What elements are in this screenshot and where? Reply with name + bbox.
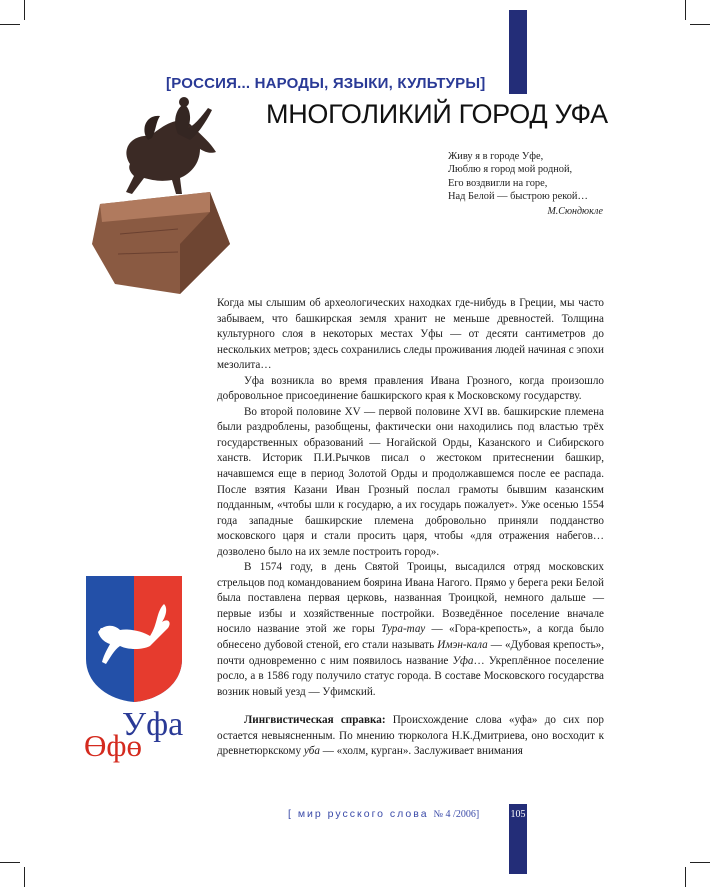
crop-mark [690,862,710,863]
crop-mark [690,24,710,25]
crop-mark [0,24,20,25]
article-body [217,296,604,760]
paragraph: Уфа возникла во время правления Ивана Грозного, когда произошло добровольное присоединение башкирского края к Московскому государству. [217,374,604,403]
crop-mark [685,867,686,887]
crop-mark [24,0,25,20]
issue-number: № 4 /2006] [433,809,480,820]
poem-line: Его воздвигли на горе, [448,177,548,189]
crop-mark [685,0,686,20]
article-title: МНОГОЛИКИЙ ГОРОД УФА [266,99,608,129]
section-heading: [РОССИЯ... НАРОДЫ, ЯЗЫКИ, КУЛЬТУРЫ] [166,75,486,92]
city-name-russian: Уфа [122,706,184,743]
crop-mark [0,862,20,863]
crop-mark [24,867,25,887]
coat-of-arms-image [84,574,184,704]
magazine-name: [ мир русского слова [288,808,429,820]
poem-line: Над Белой — быстрою рекой… [448,191,588,203]
poem-author: М.Сюндюкле [547,206,603,217]
linguistic-note: Лингвистическая справка: Происхождение слова «уфа» до сих пор остается невыясненным. По мнению тюрколога Н.К.Дмитриева, оно восходит к древнетюркскому уба — «холм, курган». Заслуживает внимания [217,714,604,758]
city-name-bashkir: Өфө [84,728,142,763]
monument-image [60,94,280,294]
paragraph: Когда мы слышим об археологических находках где-нибудь в Греции, мы часто забываем, что башкирская земля хранит не меньше древностей. Толщина культурного слоя в некоторых местах Уфы — от десяти сантиметров до нескольких метров; здесь сохранились следы проживания людей начиная с эпохи мезолита… [217,297,604,372]
epigraph-poem [448,150,588,204]
accent-bar-top [509,10,527,94]
paragraph: В 1574 году, в день Святой Троицы, высадился отряд московских стрельцов под командованием боярина Ивана Нагого. Прямо у берега реки Белой была поставлена первая церковь, названная Троицкой, немного дальше — первые избы и хозяйственные постройки. Возведённое поселение вначале носило название этой же горы Тура-тау — «Гора-крепость», а когда было обнесено дубовой стеной, его стали называть Имэн-кала — «Дубовая крепость», почти одновременно с ним появилось название Уфа… Укреплённое поселение росло, а в 1586 году получило статус города. В составе Московского государства возник новый уезд — Уфимский. [217,561,605,698]
poem-line: Люблю я город мой родной, [448,164,573,176]
paragraph: Во второй половине XV — первой половине XVI вв. башкирские племена были раздроблены, разобщены, фактически они находились под властью трёх государственных образований — Ногайской Орды, Казанского и Сибирского ханств. Историк П.И.Рычков писал о жестоком притеснении башкир, начавшемся еще в период Золотой Орды и продолжавшемся после ее распада. После взятия Казани Иван Грозный послал грамоты бывшим казанским подданным, «чтобы шли к государю, а их государь пожалует». Уже осенью 1554 года западные башкирские племена добровольно приняли подданство московского царя и стали просить царя, чтобы «для отражения набегов… дозволено было на их земле построить город». [217,405,604,558]
poem-line: Живу я в городе Уфе, [448,151,544,162]
page-number: 105 [510,809,526,820]
running-footer [288,808,479,820]
